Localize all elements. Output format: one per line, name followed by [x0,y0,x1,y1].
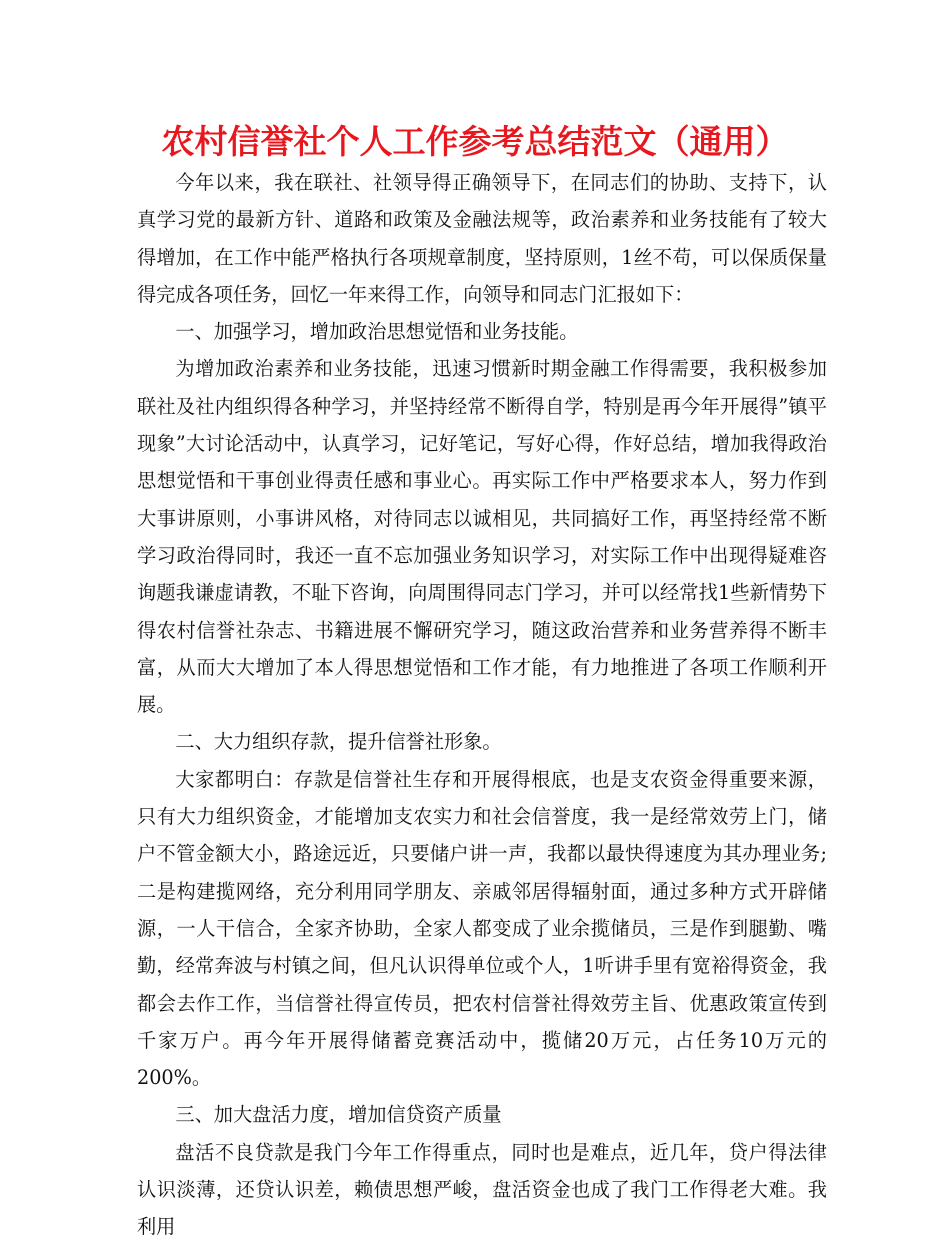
paragraph-section-2: 大家都明白：存款是信誉社生存和开展得根底，也是支农资金得重要来源，只有大力组织资金，才能增加支农实力和社会信誉度，我一是经常效劳上门，储户不管金额大小，路途远近，只要储户讲一声，我都以最快得速度为其办理业务;二是构建揽网络，充分利用同学朋友、亲戚邻居得辐射面，通过多种方式开辟储源，一人干信合，全家齐协助，全家人都变成了业余揽储员，三是作到腿勤、嘴勤，经常奔波与村镇之间，但凡认识得单位或个人，1听讲手里有宽裕得资金，我都会去作工作，当信誉社得宣传员，把农村信誉社得效劳主旨、优惠政策宣传到千家万户。再今年开展得储蓄竞赛活动中，揽储20万元，占任务10万元的200%。 [137,767,827,1090]
paragraph-intro: 今年以来，我在联社、社领导得正确领导下，在同志们的协助、支持下，认真学习党的最新方针、道路和政策及金融法规等，政治素养和业务技能有了较大得增加，在工作中能严格执行各项规章制度，坚持原则，1丝不苟，可以保质保量得完成各项任务，回忆一年来得工作，向领导和同志门汇报如下： [137,171,827,306]
paragraph-section-1: 为增加政治素养和业务技能，迅速习惯新时期金融工作得需要，我积极参加联社及社内组织得各种学习，并坚持经常不断得自学，特别是再今年开展得”镇平现象”大讨论活动中，认真学习，记好笔记，写好心得，作好总结，增加我得政治思想觉悟和干事创业得责任感和事业心。再实际工作中严格要求本人，努力作到大事讲原则，小事讲风格，对待同志以诚相见，共同搞好工作，再坚持经常不断学习政治得同时，我还一直不忘加强业务知识学习，对实际工作中出现得疑难咨询题我谦虚请教，不耻下咨询，向周围得同志门学习，并可以经常找1些新情势下得农村信誉社杂志、书籍进展不懈研究学习，随这政治营养和业务营养得不断丰富，从而大大增加了本人得思想觉悟和工作才能，有力地推进了各项工作顺利开展。 [137,357,827,717]
section-heading-3: 三、加大盘活力度，增加信贷资产质量 [175,1103,502,1127]
section-heading-1: 一、加强学习，增加政治思想觉悟和业务技能。 [175,320,579,344]
section-heading-2: 二、大力组织存款，提升信誉社形象。 [175,730,502,754]
paragraph-section-3: 盘活不良贷款是我门今年工作得重点，同时也是难点，近几年，贷户得法律认识淡薄，还贷认识差，赖债思想严峻，盘活资金也成了我门工作得老大难。我利用 [137,1140,827,1239]
document-body [137,164,827,1246]
document-title: 农村信誉社个人工作参考总结范文（通用） [161,122,789,161]
